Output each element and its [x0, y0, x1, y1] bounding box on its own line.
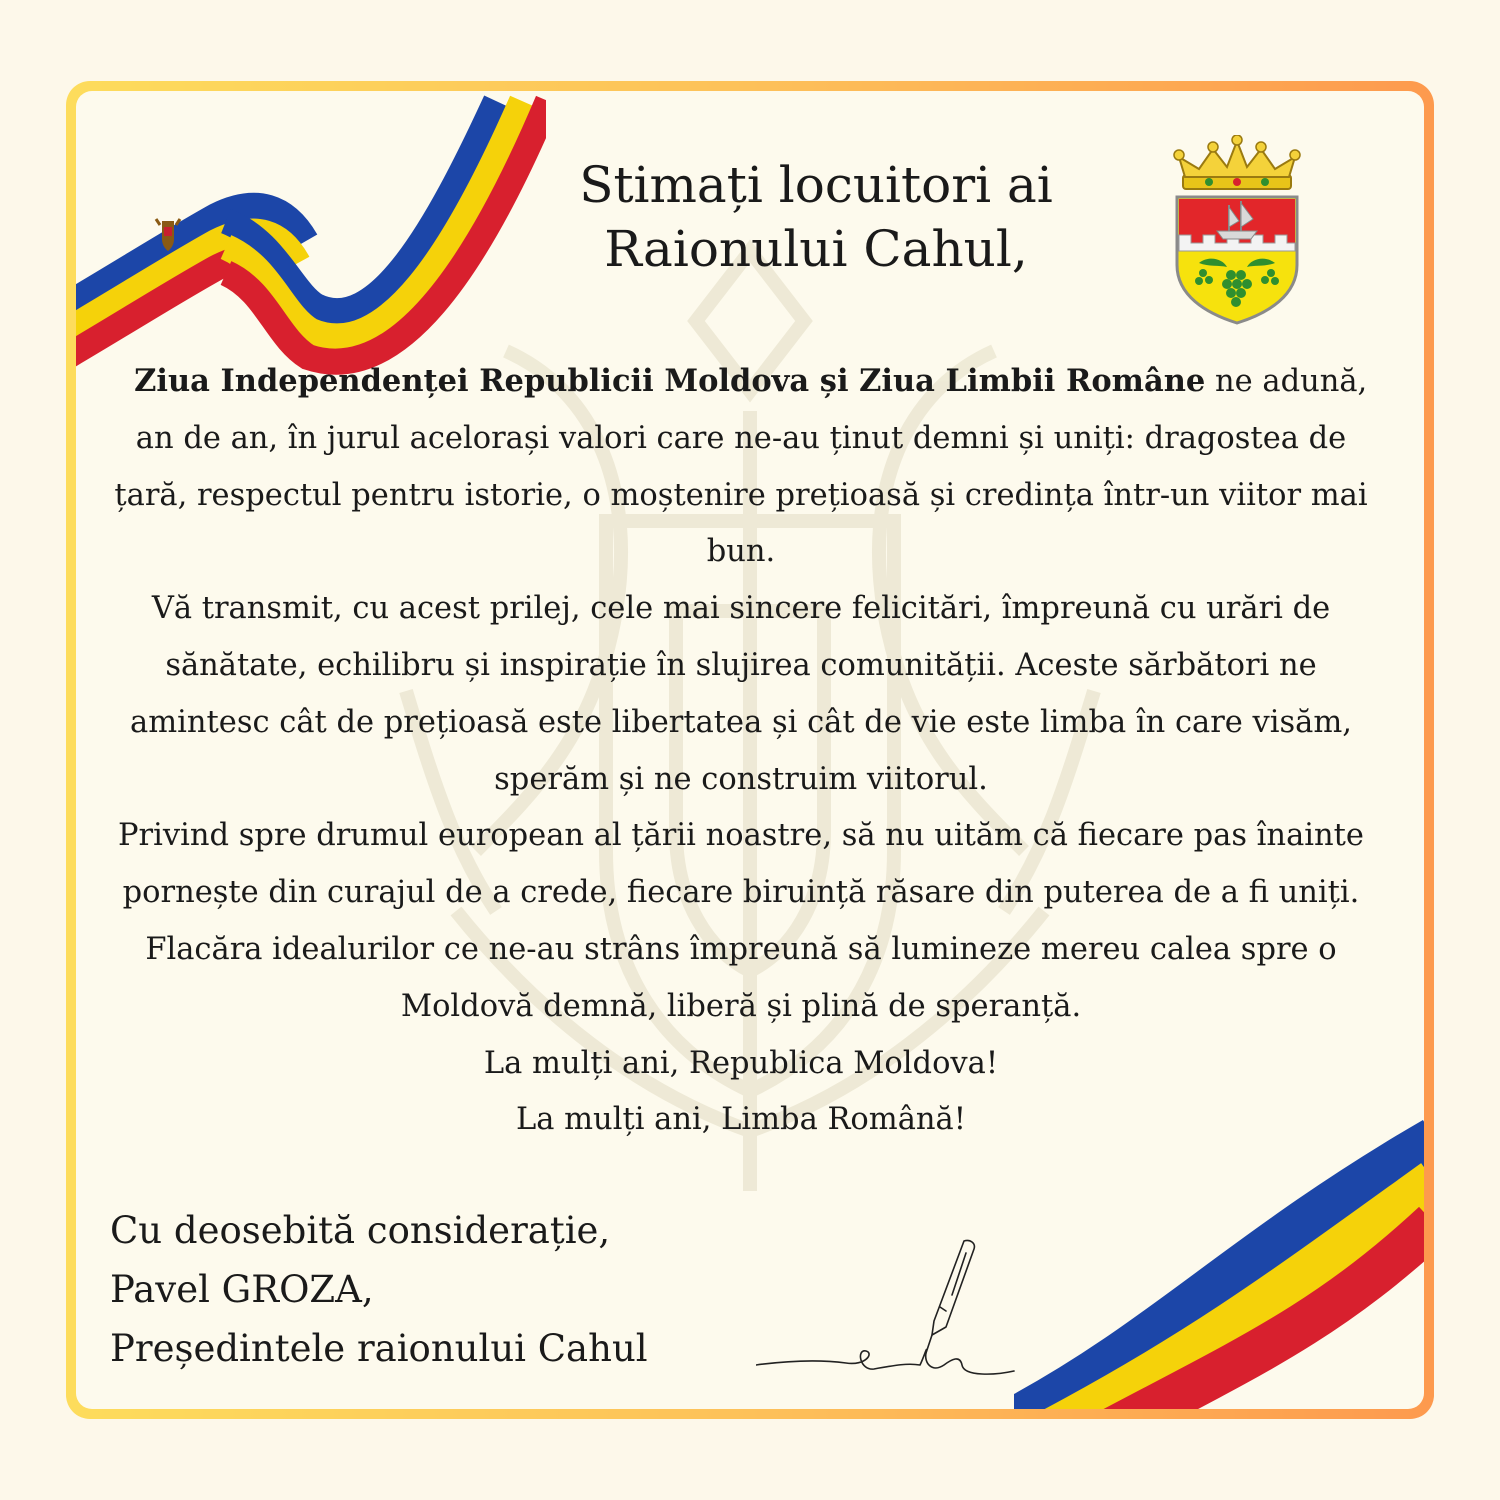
wish-line-1: La mulți ani, Republica Moldova!: [483, 1045, 999, 1081]
signatory-title: Președintele raionului Cahul: [110, 1327, 648, 1370]
flag-ribbon-top-left: [76, 91, 546, 381]
letter-card: [76, 91, 1424, 1409]
card-frame: [66, 81, 1434, 1419]
wish-line-2: La mulți ani, Limba Română!: [516, 1102, 966, 1138]
closing-block: [110, 1201, 648, 1378]
title-line-2: Raionului Cahul,: [604, 220, 1028, 278]
paragraph-1-bold: Ziua Independenței Republicii Moldova și Ziua Limbii Române: [134, 363, 1206, 399]
paragraph-2: Vă transmit, cu acest prilej, cele mai sincere felicitări, împreună cu urări de sănătate, echilibru și inspirație în slujirea comunității. Aceste sărbători ne amintesc cât de prețioasă este libertatea și cât de vie este limba în care visăm, sperăm și ne construim viitorul.: [130, 591, 1352, 797]
cahul-coat-of-arms-icon: [1169, 135, 1305, 325]
paragraph-3: Privind spre drumul european al țării noastre, să nu uităm că fiecare pas înainte pornește din curajul de a crede, fiecare biruință răsare din puterea de a fi uniți. Flacăra idealurilor ce ne-au strâns împreună să lumineze mereu calea spre o Moldovă demnă, liberă și plină de speranță.: [118, 818, 1364, 1024]
signatory-name: Pavel GROZA,: [110, 1268, 374, 1311]
title-line-1: Stimați locuitori ai: [579, 156, 1053, 214]
paragraph-1: [106, 353, 1376, 581]
page-title: [506, 153, 1126, 281]
message-body: [106, 353, 1376, 1149]
crown-icon: [1174, 135, 1300, 189]
closing-salutation: Cu deosebită considerație,: [110, 1209, 611, 1252]
pen-signature-icon: [756, 1235, 1026, 1395]
paragraph-1-rest: ne adună, an de an, în jurul acelorași valori care ne-au ținut demni și uniți: dragostea de țară, respectul pentru istorie, o moștenire prețioasă și credința într-un viitor mai bun.: [114, 364, 1368, 570]
